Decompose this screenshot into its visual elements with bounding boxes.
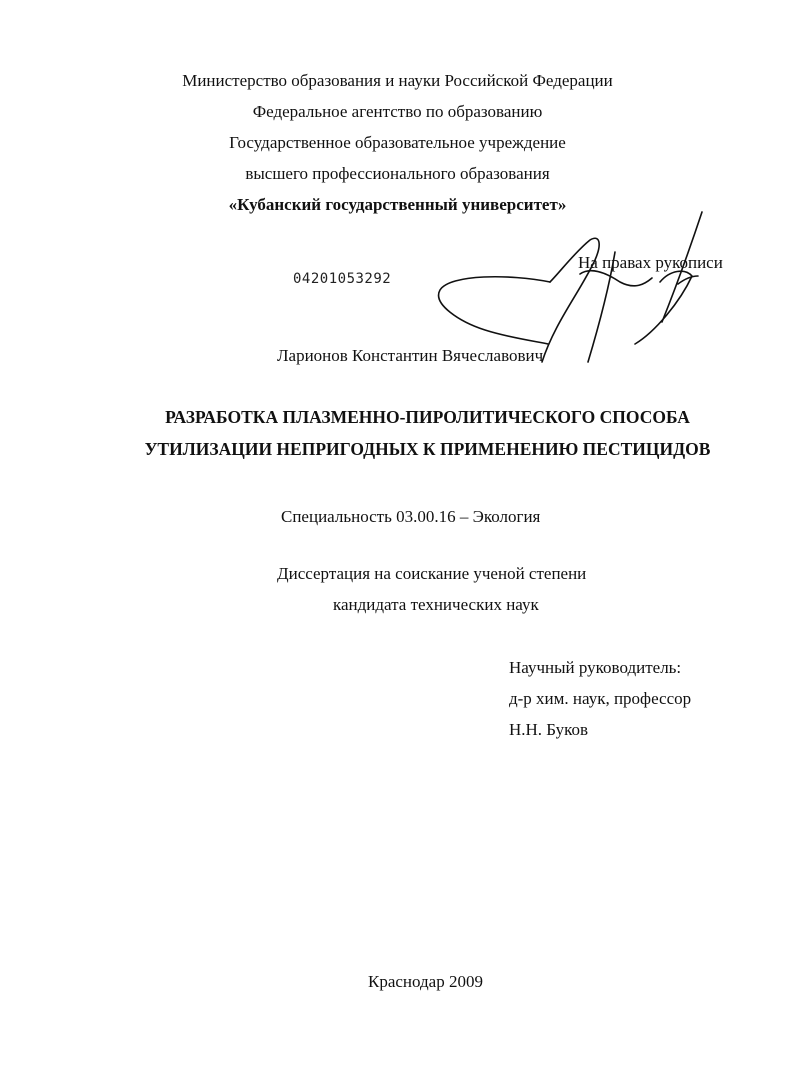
supervisor-label: Научный руководитель:	[509, 658, 682, 677]
place-year: Краснодар 2009	[368, 972, 483, 991]
manuscript-rights: На правах рукописи	[578, 253, 723, 272]
registration-code: 04201053292	[293, 271, 392, 287]
education-level-line: высшего профессионального образования	[245, 164, 550, 183]
supervisor-credentials: д-р хим. наук, профессор	[509, 689, 692, 708]
author-name: Ларионов Константин Вячеславович	[277, 346, 544, 365]
agency-line: Федеральное агентство по образованию	[252, 102, 543, 121]
thesis-title-line-2: УТИЛИЗАЦИИ НЕПРИГОДНЫХ К ПРИМЕНЕНИЮ ПЕСТИЦИДОВ	[144, 439, 711, 459]
institution-type-line: Государственное образовательное учреждение	[229, 133, 566, 152]
degree-line-1: Диссертация на соискание ученой степени	[277, 564, 587, 583]
thesis-title-line-1: РАЗРАБОТКА ПЛАЗМЕННО-ПИРОЛИТИЧЕСКОГО СПОСОБА	[165, 407, 690, 427]
specialty-line: Специальность 03.00.16 – Экология	[281, 507, 541, 526]
university-name: «Кубанский государственный университет»	[228, 195, 567, 214]
degree-line-2: кандидата технических наук	[333, 595, 539, 614]
supervisor-name: Н.Н. Буков	[509, 720, 589, 739]
ministry-line: Министерство образования и науки Российской Федерации	[182, 71, 613, 90]
